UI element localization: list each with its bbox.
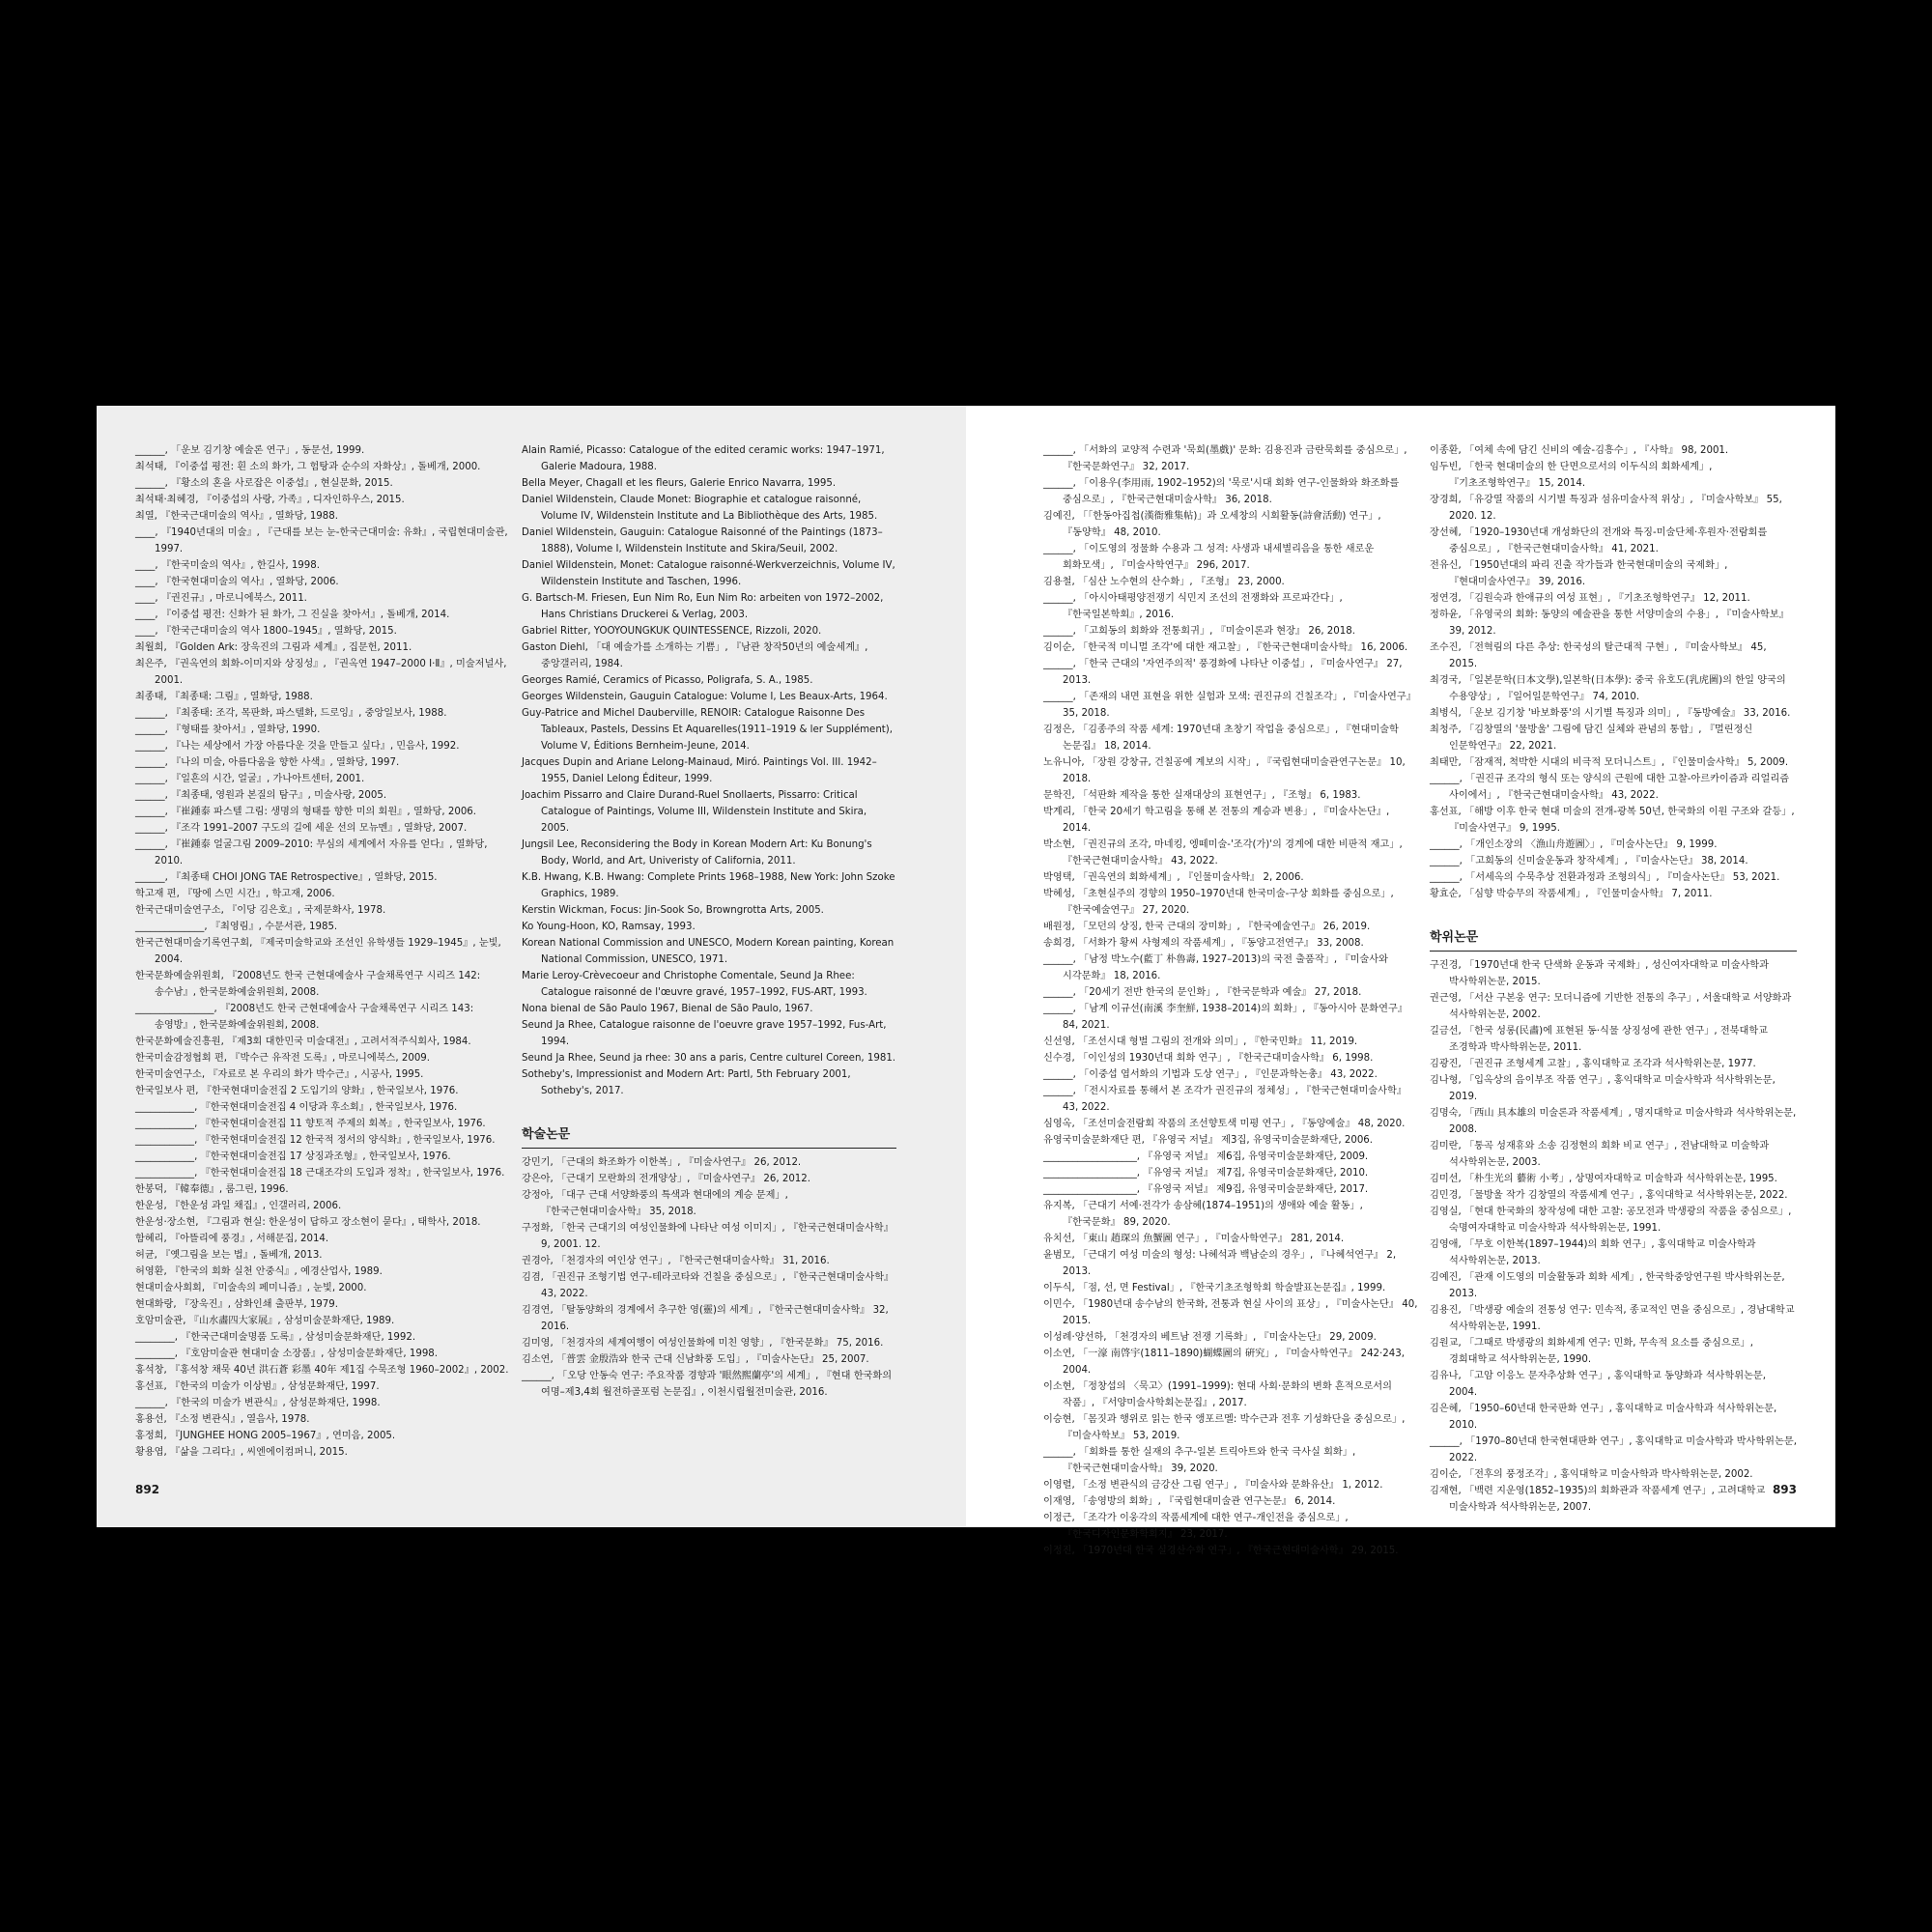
bibliography-entry: ______, 「운보 김기창 예술론 연구」, 동문선, 1999. — [135, 445, 365, 456]
bibliography-entry: Alain Ramié, Picasso: Catalogue of the edited ceramic works: 1947–1971, Galerie Madoura, 1988. — [522, 445, 885, 472]
bibliography-entry: ______, 「이도영의 정물화 수용과 그 성격: 사생과 내세별리음을 통한 새로운 회화모색」, 『미술사학연구』 296, 2017. — [1043, 544, 1375, 571]
bibliography-entry: 이승현, 「몸짓과 행위로 읽는 한국 앵포르멜: 박수근과 전후 기성화단을 중심으로」, 『미술사학보』 53, 2019. — [1043, 1414, 1406, 1441]
bibliography-entry: ______, 「권진규 조각의 형식 또는 양식의 근원에 대한 고찰-아르카이즘과 리얼리즘 사이에서」, 『한국근현대미술사학』 43, 2022. — [1430, 774, 1790, 801]
bibliography-entry: 김나형, 「입옥상의 음이부조 작품 연구」, 홍익대학교 미술사학과 석사학위논문, 2019. — [1430, 1075, 1776, 1102]
bibliography-entry: 최은주, 『권옥연의 회화-이미지와 상징성』, 『권옥연 1947–2000 Ⅰ·Ⅱ』, 미술저널사, 2001. — [135, 659, 507, 686]
bibliography-entry: 조수진, 「전혁림의 다른 추상: 한국성의 탈근대적 구현」, 『미술사학보』 45, 2015. — [1430, 642, 1767, 669]
bibliography-entry: ______, 「고희동의 회화와 전통회귀」, 『미술이론과 현장』 26, 2018. — [1043, 626, 1355, 637]
bibliography-entry: ____, 『1940년대의 미술』, 『근대를 보는 눈-한국근대미술: 유화』, 국립현대미술관, 1997. — [135, 527, 508, 554]
right-column-1 — [1043, 442, 1418, 1556]
bibliography-entry: ______, 「남계 이규선(南溪 李奎鮮, 1938–2014)의 회화」, 『동아시아 문화연구』 84, 2021. — [1043, 1004, 1407, 1031]
bibliography-entry: 홍용선, 『소정 변관식』, 열음사, 1978. — [135, 1414, 310, 1425]
bibliography-entry: 홍정희, 『JUNGHEE HONG 2005–1967』, 연미음, 2005. — [135, 1431, 396, 1441]
bibliography-entry: Bella Meyer, Chagall et les fleurs, Galerie Enrico Navarra, 1995. — [522, 478, 837, 489]
bibliography-entry: ____________, 『한국현대미술전집 17 상징과조형』, 한국일보사, 1976. — [135, 1151, 451, 1162]
bibliography-entry: ______, 『나는 세상에서 가장 아름다운 것을 만들고 싶다』, 민음사, 1992. — [135, 741, 460, 752]
bibliography-entry: 이재영, 「송영방의 회화」, 『국립현대미술관 연구논문』 6, 2014. — [1043, 1496, 1336, 1507]
bibliography-entry: ____, 『한국미술의 역사』, 한길사, 1998. — [135, 560, 320, 571]
bibliography-entry: 김이순, 「전후의 풍정조각」, 홍익대학교 미술사학과 박사학위논문, 2002. — [1430, 1469, 1753, 1480]
bibliography-entry: 홍선표, 『한국의 미술가 이상범』, 삼성문화재단, 1997. — [135, 1381, 380, 1392]
bibliography-entry: Joachim Pissarro and Claire Durand-Ruel Snollaerts, Pissarro: Critical Catalogue of Paintings, Volume III, Wildenstein Institute and Skira, 2005. — [522, 790, 867, 834]
bibliography-entry: ______, 「이중섭 엽서화의 기법과 도상 연구」, 『인문과학논총』 43, 2022. — [1043, 1069, 1378, 1080]
bibliography-entry: 최석태·최혜경, 『이중섭의 사랑, 가족』, 디자인하우스, 2015. — [135, 495, 405, 505]
bibliography-entry: 이영렬, 「소정 변관식의 금강산 그림 연구」, 『미술사와 문화유산』 1, 2012. — [1043, 1480, 1383, 1491]
bibliography-entry: Seund Ja Rhee, Seund ja rhee: 30 ans a paris, Centre culturel Coreen, 1981. — [522, 1053, 896, 1064]
bibliography-entry: 구정화, 「한국 근대기의 여성인물화에 나타난 여성 이미지」, 『한국근현대미술사학』 9, 2001. 12. — [522, 1223, 894, 1250]
bibliography-entry: ____, 『한국현대미술의 역사』, 열화당, 2006. — [135, 577, 339, 587]
bibliography-entry: ____________, 『한국현대미술전집 4 이당과 후소회』, 한국일보사, 1976. — [135, 1102, 458, 1113]
bibliography-entry: 유지복, 「근대기 서예·전각가 송삼혜(1874–1951)의 생애와 예술 활동」, 『한국문화』 89, 2020. — [1043, 1201, 1363, 1228]
bibliography-entry: K.B. Hwang, K.B. Hwang: Complete Prints 1968–1988, New York: John Szoke Graphics, 1989. — [522, 872, 895, 899]
right-page — [966, 406, 1835, 1556]
page-number-left: 892 — [135, 1483, 160, 1496]
bibliography-entry: 최석태, 『이중섭 평전: 흰 소의 화가, 그 험탕과 순수의 자화상』, 돌베개, 2000. — [135, 462, 481, 472]
bibliography-entry: ________________, 『2008년도 한국 근현대예술사 구술채록연구 시리즈 143: 송영방』, 한국문화예술위원회, 2008. — [135, 1004, 474, 1031]
bibliography-entry: 박계리, 「한국 20세기 학고림을 통해 본 전통의 계승과 변용」, 『미술사논단』, 2014. — [1043, 807, 1390, 834]
bibliography-entry: 한국일보사 편, 『한국현대미술전집 2 도입기의 양화』, 한국일보사, 1976. — [135, 1086, 459, 1096]
bibliography-entry: 황효순, 「심향 박승무의 작품세계」, 『인물미술사학』 7, 2011. — [1430, 889, 1713, 899]
bibliography-entry: ______, 「전시자료를 통해서 본 조각가 권진규의 정체성」, 『한국근현대미술사학』 43, 2022. — [1043, 1086, 1407, 1113]
bibliography-entry: 김용진, 「박생광 예술의 전통성 연구: 민속적, 종교적인 면을 중심으로」, 경남대학교 석사학위논문, 1991. — [1430, 1305, 1795, 1332]
bibliography-entry: Daniel Wildenstein, Claude Monet: Biographie et catalogue raisonné, Volume IV, Wildenstein Institute and La Bibliothèque des Arts, 1985. — [522, 495, 878, 522]
bibliography-entry: 한국미술연구소, 『자료로 본 우리의 화가 박수근』, 시공사, 1995. — [135, 1069, 424, 1080]
bibliography-entry: 권근영, 「서산 구본웅 연구: 모더니즘에 기반한 전통의 추구」, 서울대학교 서양화과 석사학위논문, 2002. — [1430, 993, 1792, 1020]
bibliography-entry: 이성례·양선하, 「천경자의 베트남 전쟁 기록화」, 『미술사논단』 29, 2009. — [1043, 1332, 1377, 1343]
bibliography-entry: 강민기, 「근대의 화조화가 이한복」, 『미술사연구』 26, 2012. — [522, 1157, 802, 1168]
bibliography-entry: 박혜성, 「초현실주의 경향의 1950–1970년대 한국미술-구상 회화를 중심으로」, 『한국예술연구』 27, 2020. — [1043, 889, 1394, 916]
bibliography-entry: 최태만, 「잠재적, 척박한 시대의 비극적 모더니스트」, 『인물미술사학』 5, 2009. — [1430, 757, 1789, 768]
bibliography-entry: 심영옥, 「조선미술전람회 작품의 조선향토색 미평 연구」, 『동양예술』 48, 2020. — [1043, 1119, 1406, 1129]
bibliography-entry: ______, 『일흔의 시간, 얼굴』, 가나아트센터, 2001. — [135, 774, 365, 784]
bibliography-entry: 유영국미술문화재단 편, 『유영국 저널』 제3집, 유영국미술문화재단, 2006. — [1043, 1135, 1374, 1146]
bibliography-entry: Daniel Wildenstein, Gauguin: Catalogue Raisonné of the Paintings (1873–1888), Volume I, Wildenstein Institute and Skira/Seuil, 2002. — [522, 527, 883, 554]
bibliography-entry: Sotheby's, Impressionist and Modern Art: PartI, 5th February 2001, Sotheby's, 2017. — [522, 1069, 851, 1096]
bibliography-entry: 김이순, 「한국적 미니멀 조각'에 대한 재고찰」, 『한국근현대미술사학』 16, 2006. — [1043, 642, 1408, 653]
left-column-2 — [522, 442, 896, 1460]
bibliography-entry: 김재현, 「백련 지운영(1852–1935)의 회화관과 작품세계 연구」, 고려대학교 미술사학과 석사학위논문, 2007. — [1430, 1486, 1766, 1513]
bibliography-entry: 장선혜, 「1920–1930년대 개성화단의 전개와 특징-미술단체·후원자·전람회를 중심으로」, 『한국근현대미술사학』 41, 2021. — [1430, 527, 1768, 554]
bibliography-entry: Nona bienal de São Paulo 1967, Bienal de São Paulo, 1967. — [522, 1004, 813, 1014]
bibliography-entry: 최청주, 「김창열의 '물방울' 그림에 담긴 실체와 관념의 통합」, 『멀린정신 인문학연구』 22, 2021. — [1430, 724, 1753, 752]
bibliography-entry: ______, 『최종태, 영원과 본질의 탐구』, 미술사랑, 2005. — [135, 790, 387, 801]
bibliography-entry: Guy-Patrice and Michel Dauberville, RENOIR: Catalogue Raisonne Des Tableaux, Pastels, Dessins Et Aquarelles(1911–1919 & ler Supplément), Volume V, Éditions Bernheim-Jeune, 2014. — [522, 708, 893, 752]
bibliography-entry: 학고재 편, 『땅에 스민 시간』, 학고재, 2006. — [135, 889, 335, 899]
bibliography-entry: ______, 「서화의 교양적 수련과 '묵희(墨戲)' 문화: 김용진과 금란묵회를 중심으로」, 『한국문화연구』 32, 2017. — [1043, 445, 1407, 472]
bibliography-entry: 김광진, 「권진규 조형세계 고찰」, 홍익대학교 조각과 석사학위논문, 1977. — [1430, 1059, 1756, 1069]
articles-list-continued — [1430, 442, 1797, 902]
bibliography-entry: ___________________, 『유영국 저널』 제6집, 유영국미술문화재단, 2009. — [1043, 1151, 1369, 1162]
bibliography-entry: Georges Ramié, Ceramics of Picasso, Poligrafa, S. A., 1985. — [522, 675, 813, 686]
bibliography-entry: 신수경, 「이인성의 1930년대 회화 연구」, 『한국근대미술사학』 6, 1998. — [1043, 1053, 1374, 1064]
bibliography-entry: 김예진, 「「한동아집첩(漢衙雅集帖)」과 오세창의 시회활동(詩會活動) 연구」, 『동양학』 48, 2010. — [1043, 511, 1381, 538]
bibliography-entry: Jungsil Lee, Reconsidering the Body in Korean Modern Art: Ku Bonung's Body, World, and Art, Univeristy of California, 2011. — [522, 839, 872, 867]
bibliography-entry: 김유나, 「고암 이응노 문자추상화 연구」, 홍익대학교 동양화과 석사학위논문, 2004. — [1430, 1371, 1766, 1398]
bibliography-entry: 이소연, 「一濠 南啓宇(1811–1890)蝴蝶圖의 硏究」, 『미술사학연구』 242·243, 2004. — [1043, 1349, 1405, 1376]
bibliography-entry: 한국문화예술진흥원, 『제3회 대한민국 미술대전』, 고려서적주식회사, 1984. — [135, 1037, 471, 1047]
section-heading-articles: 학술논문 — [522, 1124, 896, 1149]
bibliography-entry: 이정근, 「조각가 이웅각의 작품세계에 대한 연구-개인전을 중심으로」, 『한국디자인문화학회지』 23, 2017. — [1043, 1513, 1349, 1540]
bibliography-entry: Korean National Commission and UNESCO, Modern Korean painting, Korean National Commission, UNESCO, 1971. — [522, 938, 895, 965]
section-heading-theses: 학위논문 — [1430, 927, 1797, 952]
bibliography-entry: ______, 『형태를 찾아서』, 열화당, 1990. — [135, 724, 321, 735]
bibliography-entry: 이민수, 「1980년대 송수남의 한국화, 전통과 현실 사이의 표상」, 『미술사논단』 40, 2015. — [1043, 1299, 1418, 1326]
bibliography-entry: ______, 「존재의 내면 표현을 위한 실험과 모색: 권진규의 건칠조각」, 『미술사연구』 35, 2018. — [1043, 692, 1416, 719]
bibliography-entry: 최병식, 「운보 김기창 '바보화풍'의 시기별 특징과 의미」, 『동방예술』 33, 2016. — [1430, 708, 1791, 719]
bibliography-entry: 강은아, 「근대기 모란화의 전개양상」, 『미술사연구』 26, 2012. — [522, 1174, 811, 1184]
bibliography-entry: ______, 『최종태 CHOI JONG TAE Retrospective』, 열화당, 2015. — [135, 872, 438, 883]
page-number-right: 893 — [1772, 1483, 1797, 1496]
bibliography-entry: 김미선, 「朴生光의 藝術 小考」, 상명여자대학교 미술학과 석사학위논문, 1995. — [1430, 1174, 1777, 1184]
bibliography-entry: 한운성·장소현, 『그림과 현실: 한운성이 답하고 장소현이 묻다』, 태학사, 2018. — [135, 1217, 481, 1228]
bibliography-entry: 노유니아, 「장원 강창규, 건칠공예 계보의 시작」, 『국립현대미술관연구논문』 10, 2018. — [1043, 757, 1406, 784]
bibliography-entry: ____, 『이중섭 평전: 신화가 된 화가, 그 진실을 찾아서』, 돌베개, 2014. — [135, 610, 450, 620]
bibliography-entry: 윤범모, 「근대기 여성 미술의 형성: 나혜석과 백남순의 경우」, 『나혜석연구』 2, 2013. — [1043, 1250, 1397, 1277]
bibliography-entry: Georges Wildenstein, Gauguin Catalogue: Volume I, Les Beaux-Arts, 1964. — [522, 692, 888, 702]
bibliography-entry: ____________, 『한국현대미술전집 11 향토적 주제의 회복』, 한국일보사, 1976. — [135, 1119, 486, 1129]
bibliography-entry: 홍석창, 『홍석창 채묵 40년 洪石蒼 彩墨 40年 제1집 수묵조형 1960–2002』, 2002. — [135, 1365, 509, 1376]
bibliography-entry: 함혜리, 『아뜰리에 풍경』, 서해문집, 2014. — [135, 1234, 329, 1244]
bibliography-entry: 김겸, 「권진규 조형기법 연구-테라코타와 건칠을 중심으로」, 『한국근현대미술사학』 43, 2022. — [522, 1272, 895, 1299]
bibliography-entry: ______, 「남정 박노수(藍丁 朴魯壽, 1927–2013)의 국전 출품작」, 『미술사와 시각문화』 18, 2016. — [1043, 954, 1388, 981]
bibliography-entry: ______, 「아시아태평양전쟁기 식민지 조선의 전쟁화와 프로파간다」, 『한국일본학회』, 2016. — [1043, 593, 1343, 620]
bibliography-entry: 최경국, 「일본문학(日本文學),일본학(日本學): 중국 유호도(乳虎圖)의 한일 양국의 수용양상」, 『일어일문학연구』 74, 2010. — [1430, 675, 1786, 702]
bibliography-entry: ______, 『한국의 미술가 변관식』, 삼성문화재단, 1998. — [135, 1398, 381, 1408]
bibliography-entry: ____, 『권진규』, 마로니에북스, 2011. — [135, 593, 307, 604]
bibliography-entry: 이두식, 「점, 선, 면 Festival」, 『한국기초조형학회 학술발표논문집』, 1999. — [1043, 1283, 1386, 1293]
bibliography-entry: ______, 『최종태: 조각, 목판화, 파스텔화, 드로잉』, 중앙일보사, 1988. — [135, 708, 447, 719]
left-column-1 — [135, 442, 510, 1460]
bibliography-entry: Marie Leroy-Crèvecoeur and Christophe Comentale, Seund Ja Rhee: Catalogue raisonné de l'œuvre gravé, 1957–1992, FUS-ART, 1993. — [522, 971, 867, 998]
bibliography-entry: 김소연, 「普雲 金殷浩와 한국 근대 신남화풍 도입」, 『미술사논단』 25, 2007. — [522, 1354, 869, 1365]
bibliography-entry: 유치선, 「東山 趙琛의 魚蟹圖 연구」, 『미술사학연구』 281, 2014. — [1043, 1234, 1345, 1244]
bibliography-entry: 김미영, 「천경자의 세계여행이 여성인물화에 미친 영향」, 『한국문화』 75, 2016. — [522, 1338, 884, 1349]
bibliography-entry: 현대미술사회회, 『미술속의 페미니즘』, 눈빛, 2000. — [135, 1283, 367, 1293]
bibliography-entry: ______, 「회화를 통한 실재의 추구-일본 트릭아트와 한국 극사실 회화」, 『한국근현대미술사학』 39, 2020. — [1043, 1447, 1356, 1474]
bibliography-entry: 김용철, 「심산 노수현의 산수화」, 『조형』 23, 2000. — [1043, 577, 1285, 587]
bibliography-entry: 한국근현대미술기록연구회, 『제국미술학교와 조선인 유학생들 1929–1945』, 눈빛, 2004. — [135, 938, 501, 965]
bibliography-entry: 홍선표, 「해방 이후 한국 현대 미술의 전개-광복 50년, 한국화의 이원 구조와 갈등」, 『미술사연구』 9, 1995. — [1430, 807, 1795, 834]
bibliography-entry: 김민경, 「물방울 작가 김창열의 작품세계 연구」, 홍익대학교 석사학위논문, 2022. — [1430, 1190, 1788, 1201]
bibliography-entry: Seund Ja Rhee, Catalogue raisonne de l'oeuvre grave 1957–1992, Fus-Art, 1994. — [522, 1020, 887, 1047]
bibliography-entry: 이소현, 「정창섭의 〈묵고〉(1991–1999): 현대 사회·문화의 변화 흔적으로서의 작품」, 『서양미술사학회논문집』, 2017. — [1043, 1381, 1392, 1408]
bibliography-entry: 김예진, 「관재 이도영의 미술활동과 회화 세계」, 한국학중앙연구원 박사학위논문, 2013. — [1430, 1272, 1785, 1299]
bibliography-entry: 김경연, 「탈동양화의 경계에서 추구한 영(靈)의 세계」, 『한국근현대미술사학』 32, 2016. — [522, 1305, 889, 1332]
bibliography-entry: Jacques Dupin and Ariane Lelong-Mainaud, Miró. Paintings Vol. III. 1942–1955, Daniel Lelong Éditeur, 1999. — [522, 757, 877, 784]
bibliography-entry: 김정은, 「김종주의 작품 세계: 1970년대 초창기 작업을 중심으로」, 『현대미술학 논문집』 18, 2014. — [1043, 724, 1399, 752]
bibliography-entry: ______, 『崔鍾泰 파스텔 그림: 생명의 형태를 향한 미의 회원』, 열화당, 2006. — [135, 807, 477, 817]
bibliography-entry: Daniel Wildenstein, Monet: Catalogue raisonné-Werkverzeichnis, Volume IV, Wildenstein Institute and Taschen, 1996. — [522, 560, 895, 587]
bibliography-entry: ______, 「서세옥의 수묵추상 전환과정과 조형의식」, 『미술사논단』 53, 2021. — [1430, 872, 1780, 883]
bibliography-entry: 허균, 『옛그림을 보는 법』, 돌베개, 2013. — [135, 1250, 323, 1261]
bibliography-entry: 허영환, 『한국의 회화 실천 안중식』, 예경산업사, 1989. — [135, 1266, 383, 1277]
bibliography-entry: 박영택, 「권옥연의 회화세계」, 『인물미술사학』 2, 2006. — [1043, 872, 1304, 883]
bibliography-entry: 한운성, 『한운성 과일 채집』, 인갤러리, 2006. — [135, 1201, 342, 1211]
bibliography-entry: 호암미술관, 『山水畵四大家展』, 삼성미술문화재단, 1989. — [135, 1316, 395, 1326]
bibliography-entry: 최종태, 『최종태: 그림』, 열화당, 1988. — [135, 692, 313, 702]
bibliography-entry: 문학진, 「석판화 제작을 통한 실재대상의 표현연구」, 『조형』 6, 1983. — [1043, 790, 1361, 801]
bibliography-entry: 정하윤, 「유영국의 회화: 동양의 예술관을 통한 서양미술의 수용」, 『미술사학보』 39, 2012. — [1430, 610, 1789, 637]
bibliography-entry: 길금선, 「한국 성롱(民畵)에 표현된 동·식물 상징성에 관한 연구」, 전북대학교 조경학과 박사학위논문, 2011. — [1430, 1026, 1769, 1053]
left-page — [97, 406, 966, 1527]
bibliography-entry: 장경희, 「유강열 작품의 시기별 특징과 섬유미술사적 위상」, 『미술사학보』 55, 2020. 12. — [1430, 495, 1782, 522]
bibliography-entry: ___________________, 『유영국 저널』 제7집, 유영국미술문화재단, 2010. — [1043, 1168, 1369, 1179]
bibliography-entry: ______, 「이용우(李用雨, 1902–1952)의 '묵로'시대 회화 연구-인물화와 화조화를 중심으로」, 『한국근현대미술사학』 36, 2018. — [1043, 478, 1400, 505]
bibliography-entry: ______, 「고희동의 신미술운동과 창작세계」, 『미술사논단』 38, 2014. — [1430, 856, 1748, 867]
bibliography-entry: ______, 『황소의 혼을 사로잡은 이중섭』, 현실문화, 2015. — [135, 478, 393, 489]
bibliography-entry: 황용엽, 『삶을 그리다』, 씨엔에이컴퍼니, 2015. — [135, 1447, 348, 1458]
bibliography-entry: 구진경, 「1970년대 한국 단색화 운동과 국제화」, 성신여자대학교 미술사학과 박사학위논문, 2015. — [1430, 960, 1769, 987]
bibliography-entry: 현대화랑, 『장욱진』, 삼화인쇄 출판부, 1979. — [135, 1299, 338, 1310]
bibliography-entry: 송희경, 「서화가 황씨 사형제의 작품세계」, 『동양고전연구』 33, 2008. — [1043, 938, 1364, 949]
bibliography-entry: ______, 「한국 근대의 '자연주의적' 풍경화에 나타난 이중섭」, 『미술사연구』 27, 2013. — [1043, 659, 1403, 686]
bibliography-entry: ______, 『조각 1991–2007 구도의 길에 세운 선의 모뉴멘』, 열화당, 2007. — [135, 823, 468, 834]
bibliography-entry: 전유신, 「1950년대의 파리 진출 작가들과 한국현대미술의 국제화」, 『현대미술사연구』 39, 2016. — [1430, 560, 1728, 587]
bibliography-entry: ____, 『한국근대미술의 역사 1800–1945』, 열화당, 2015. — [135, 626, 397, 637]
bibliography-entry: 권경아, 「천경자의 여인상 연구」, 『한국근현대미술사학』 31, 2016. — [522, 1256, 830, 1266]
theses-list — [1430, 957, 1797, 1516]
bibliography-entry: 최열, 『한국근대미술의 역사』, 열화당, 1988. — [135, 511, 338, 522]
bibliography-entry: 박소현, 「권진규의 조각, 마네킹, 엥떼미술-'조각(가)'의 경계에 대한 비판적 재고」, 『한국근현대미술사학』 43, 2022. — [1043, 839, 1403, 867]
bibliography-entry: 신선영, 「조선시대 형벌 그림의 전개와 의미」, 『한국민화』 11, 2019. — [1043, 1037, 1358, 1047]
bibliography-entry: 최월희, 『Golden Ark: 장욱진의 그림과 세계』, 집문헌, 2011. — [135, 642, 412, 653]
bibliography-entry: ________, 『한국근대미술명품 도록』, 삼성미술문화재단, 1992. — [135, 1332, 416, 1343]
bibliography-entry: ______, 「개인소장의 〈漁山舟遊圖〉」, 『미술사논단』 9, 1999. — [1430, 839, 1718, 850]
bibliography-entry: ______________, 『최영림』, 수문서관, 1985. — [135, 922, 338, 932]
bibliography-entry: G. Bartsch-M. Friesen, Eun Nim Ro, Eun Nim Ro: arbeiten von 1972–2002, Hans Christians Druckerei & Verlag, 2003. — [522, 593, 884, 620]
bibliography-entry: 김명숙, 「西山 具本雄의 미술론과 작품세계」, 명지대학교 미술사학과 석사학위논문, 2008. — [1430, 1108, 1797, 1135]
bibliography-entry: Gabriel Ritter, YOOYOUNGKUK QUINTESSENCE, Rizzoli, 2020. — [522, 626, 822, 637]
bibliography-entry: 한국미술감정협회 편, 『박수근 유작전 도록』, 마로니에북스, 2009. — [135, 1053, 431, 1064]
bibliography-entry: 김원교, 「그때로 박생광의 회화세계 연구: 민화, 무속적 요소를 중심으로」, 경희대학교 석사학위논문, 1990. — [1430, 1338, 1753, 1365]
bibliography-entry: ______, 「1970–80년대 한국현대판화 연구」, 홍익대학교 미술사학과 박사학위논문, 2022. — [1430, 1436, 1797, 1463]
bibliography-entry: 이정진, 「1970년대 한국 실경산수화 연구」, 『한국근현대미술사학』 29, 2015. — [1043, 1546, 1399, 1556]
bibliography-entry: ______, 『崔鍾泰 얼굴그림 2009–2010: 무심의 세계에서 자유를 얻다』, 열화당, 2010. — [135, 839, 488, 867]
bibliography-entry: 한국근대미술연구소, 『이당 김은호』, 국제문화사, 1978. — [135, 905, 386, 916]
bibliography-entry: Ko Young-Hoon, KO, Ramsay, 1993. — [522, 922, 696, 932]
bibliography-entry: 이종환, 「여체 속에 담긴 신비의 예술-김흥수」, 『사학』 98, 2001. — [1430, 445, 1729, 456]
bibliography-entry: 김은혜, 「1950–60년대 한국판화 연구」, 홍익대학교 미술사학과 석사학위논문, 2010. — [1430, 1404, 1777, 1431]
articles-list — [522, 1154, 896, 1401]
bibliography-entry: Gaston Diehl, 「대 예술가를 소개하는 기쁨」, 『남관 창작50년의 예술세계』, 중앙갤러리, 1984. — [522, 642, 868, 669]
bibliography-entry: ______, 『나의 미술, 아름다움을 향한 사색』, 열화당, 1997. — [135, 757, 400, 768]
bibliography-entry: 임두빈, 「한국 현대미술의 한 단면으로서의 이두식의 회화세계」, 『기초조형학연구』 15, 2014. — [1430, 462, 1713, 489]
bibliography-entry: ______, 「오당 안동숙 연구: 주요작품 경향과 '眼然熙蘭亭'의 세계」, 『현대 한국화의 여명–제3,4회 월전하골포럼 논문집』, 이천시립월전미술관, 2016. — [522, 1371, 893, 1398]
bibliography-entry: 한봉덕, 『韓奉德』, 룸그린, 1996. — [135, 1184, 289, 1195]
bibliography-entry: ________, 『호암미술관 현대미술 소장품』, 삼성미술문화재단, 1998. — [135, 1349, 439, 1359]
bibliography-entry: 배원정, 「모던의 상징, 한국 근대의 장미화」, 『한국예술연구』 26, 2019. — [1043, 922, 1371, 932]
bibliography-entry: 한국문화예술위원회, 『2008년도 한국 근현대예술사 구술채록연구 시리즈 142: 송수남』, 한국문화예술위원회, 2008. — [135, 971, 481, 998]
bibliography-entry: ______, 「20세기 전반 한국의 문인화」, 『한국문학과 예술』 27, 2018. — [1043, 987, 1362, 998]
bibliography-entry: ___________________, 『유영국 저널』 제9집, 유영국미술문화재단, 2017. — [1043, 1184, 1369, 1195]
bibliography-entry: ____________, 『한국현대미술전집 18 근대조각의 도입과 정착』, 한국일보사, 1976. — [135, 1168, 505, 1179]
bibliography-entry: 김미란, 「통곡 성재휴와 소송 김정현의 회화 비교 연구」, 전남대학교 미술학과 석사학위논문, 2003. — [1430, 1141, 1770, 1168]
bibliography-entry: 김영실, 「현대 한국화의 창작성에 대한 고찰: 공모전과 박생광의 작품을 중심으로」, 숙명여자대학교 미술사학과 석사학위논문, 1991. — [1430, 1207, 1792, 1234]
bibliography-entry: 정연경, 「김원숙과 한애규의 여성 표현」, 『기초조형학연구』 12, 2011. — [1430, 593, 1750, 604]
western-books-list — [522, 442, 896, 1099]
bibliography-entry: Kerstin Wickman, Focus: Jin-Sook So, Browngrotta Arts, 2005. — [522, 905, 824, 916]
bibliography-entry: ____________, 『한국현대미술전집 12 한국적 정서의 양식화』, 한국일보사, 1976. — [135, 1135, 496, 1146]
bibliography-entry: 김영애, 「무호 이한복(1897–1944)의 회화 연구」, 홍익대학교 미술사학과 석사학위논문, 2013. — [1430, 1239, 1756, 1266]
bibliography-entry: 강정아, 「대구 근대 서양화풍의 특색과 현대에의 계승 문제」, 『한국근현대미술사학』 35, 2018. — [522, 1190, 788, 1217]
